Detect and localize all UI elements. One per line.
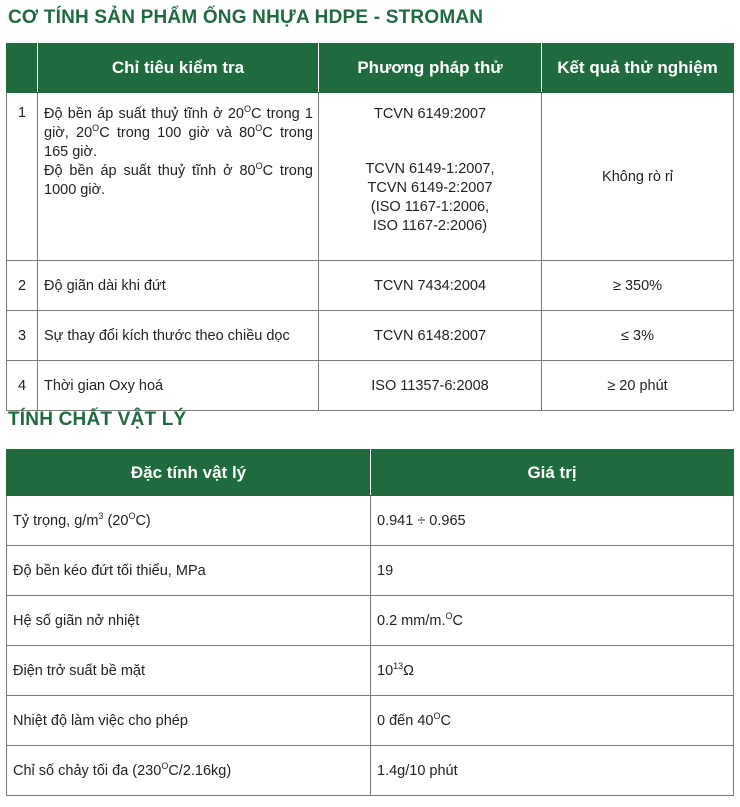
row-method: TCVN 6148:2007: [319, 311, 542, 361]
criteria-text: C trong 165 giờ.: [44, 125, 313, 160]
header-value: Giá trị: [371, 450, 734, 496]
property-text: C): [135, 512, 151, 529]
value-text: 0.2 mm/m.: [377, 612, 446, 629]
table-row: [7, 496, 734, 546]
property-text: Chỉ số chảy tối đa (230: [13, 762, 162, 779]
table-row: [7, 361, 734, 411]
table-header-row: [7, 44, 734, 93]
row-result: ≥ 20 phút: [542, 361, 734, 411]
row-property: Điện trở suất bề mặt: [7, 646, 371, 696]
method-line: ISO 1167-2:2006): [372, 218, 488, 234]
degree-sup: O: [161, 760, 169, 771]
value-text: 0 đến 40: [377, 712, 434, 729]
header-property: Đặc tính vật lý: [7, 450, 371, 496]
property-text: (20: [103, 512, 129, 529]
row-result: ≥ 350%: [542, 261, 734, 311]
method-line: TCVN 6149-2:2007: [367, 180, 493, 196]
table-row: [7, 546, 734, 596]
mechanical-section-title: CƠ TÍNH SẢN PHẨM ỐNG NHỰA HDPE - STROMAN: [8, 7, 484, 28]
physical-properties-table: [6, 449, 734, 796]
row-method: [319, 93, 542, 261]
degree-sup: O: [433, 710, 441, 721]
table-row: [7, 261, 734, 311]
row-property: [7, 496, 371, 546]
row-result: ≤ 3%: [542, 311, 734, 361]
superscript: 3: [98, 510, 104, 521]
row-method: TCVN 7434:2004: [319, 261, 542, 311]
value-text: C: [452, 612, 463, 629]
physical-section-title: TÍNH CHẤT VẬT LÝ: [8, 409, 187, 430]
row-value: [371, 696, 734, 746]
degree-sup: O: [255, 123, 263, 134]
row-number: 3: [7, 311, 38, 361]
value-text: C: [440, 712, 451, 729]
header-index: [7, 44, 38, 93]
degree-sup: O: [445, 610, 453, 621]
degree-sup: O: [92, 123, 100, 134]
degree-sup: O: [243, 104, 251, 115]
degree-sup: O: [255, 161, 263, 172]
row-value: 1.4g/10 phút: [371, 746, 734, 796]
row-criteria: Độ giãn dài khi đứt: [38, 261, 319, 311]
table-row: [7, 746, 734, 796]
degree-sup: O: [128, 510, 136, 521]
row-value: 0.941 ÷ 0.965: [371, 496, 734, 546]
method-line: (ISO 1167-1:2006,: [370, 199, 490, 215]
criteria-text: Độ bền áp suất thuỷ tĩnh ở 20: [44, 106, 244, 122]
property-text: C/2.16kg): [168, 762, 232, 779]
table-row: [7, 596, 734, 646]
row-method: ISO 11357-6:2008: [319, 361, 542, 411]
criteria-text: C trong 100 giờ và 80: [99, 125, 256, 141]
row-criteria: Sự thay đổi kích thước theo chiều dọc: [38, 311, 319, 361]
table-row: [7, 311, 734, 361]
row-property: Nhiệt độ làm việc cho phép: [7, 696, 371, 746]
row-property: Hệ số giãn nở nhiệt: [7, 596, 371, 646]
row-value: 19: [371, 546, 734, 596]
superscript: 13: [393, 660, 404, 671]
row-result: Không rò rỉ: [542, 93, 734, 261]
row-property: [7, 746, 371, 796]
row-number: 2: [7, 261, 38, 311]
mechanical-properties-table: [6, 43, 734, 411]
criteria-text: Độ bền áp suất thuỷ tĩnh ở 80: [44, 163, 256, 179]
criteria-text: C trong 1 giờ, 20: [44, 106, 313, 141]
method-line: TCVN 6149-1:2007,: [365, 161, 495, 177]
table-header-row: [7, 450, 734, 496]
table-row: [7, 93, 734, 261]
row-number: 4: [7, 361, 38, 411]
row-criteria: [38, 93, 319, 261]
row-number: 1: [7, 93, 38, 261]
property-text: Tỷ trọng, g/m: [13, 512, 99, 529]
method-line: TCVN 6149:2007: [373, 106, 487, 122]
table-row: [7, 646, 734, 696]
header-criteria: Chỉ tiêu kiểm tra: [38, 44, 319, 93]
row-value: [371, 646, 734, 696]
row-value: [371, 596, 734, 646]
table-row: [7, 696, 734, 746]
header-result: Kết quả thử nghiệm: [542, 44, 734, 93]
header-method: Phương pháp thử: [319, 44, 542, 93]
value-text: 10: [377, 662, 394, 679]
row-criteria: Thời gian Oxy hoá: [38, 361, 319, 411]
criteria-text: C trong 1000 giờ.: [44, 163, 313, 198]
row-property: Độ bền kéo đứt tối thiểu, MPa: [7, 546, 371, 596]
value-text: Ω: [403, 662, 414, 679]
